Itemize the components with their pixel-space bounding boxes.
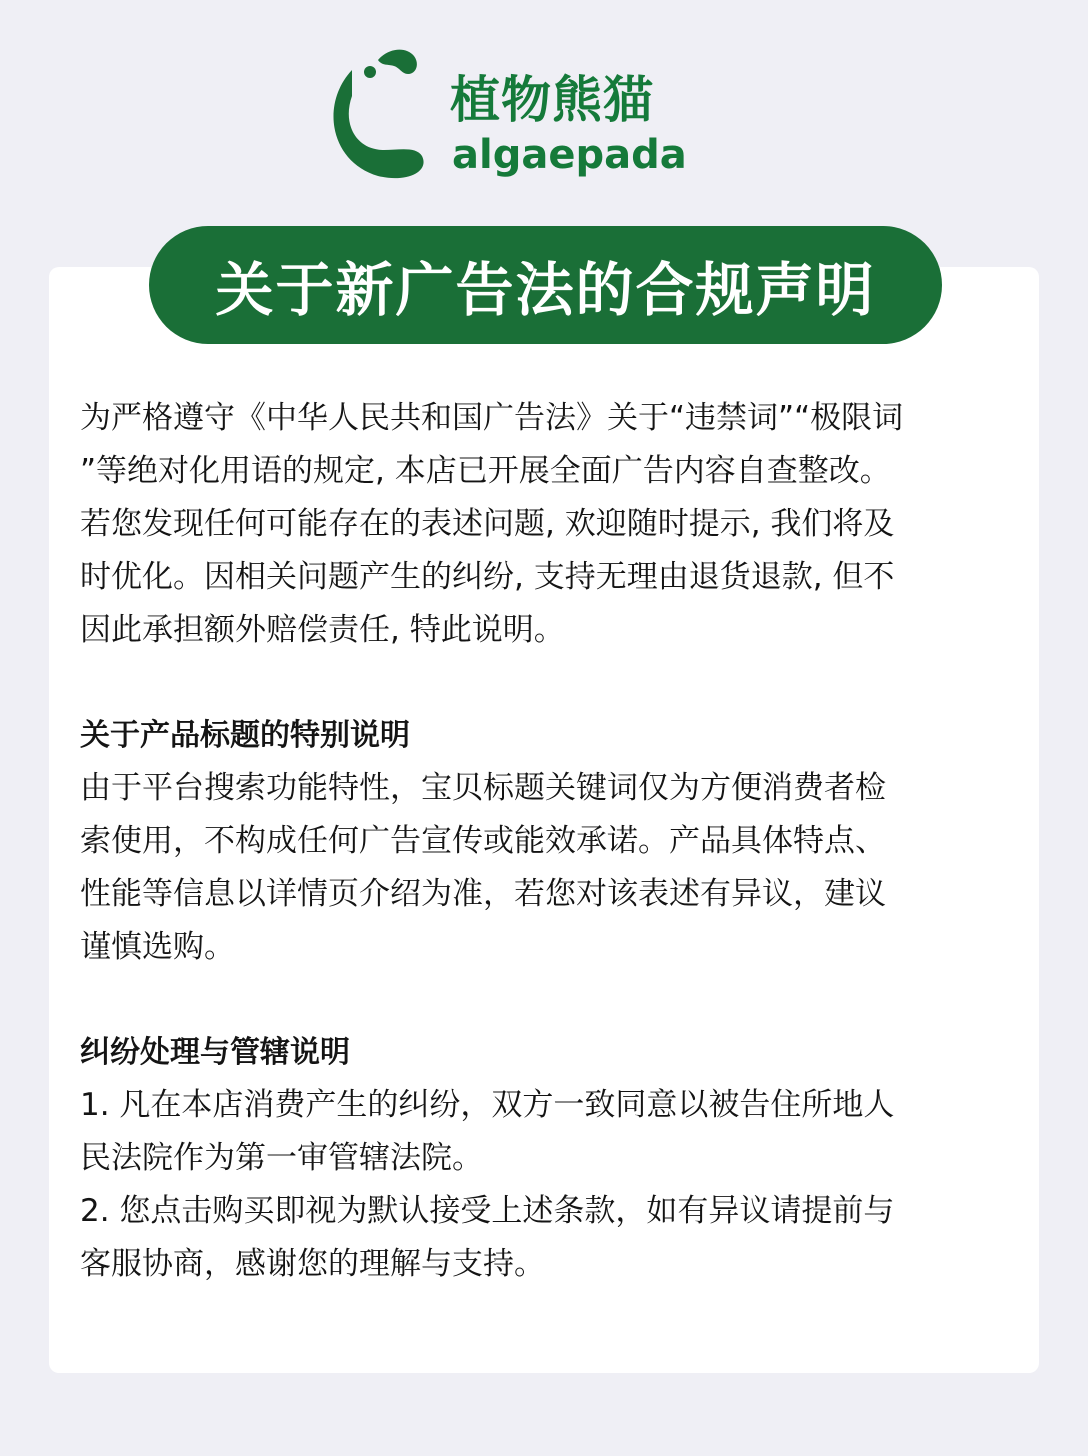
title-banner (149, 226, 942, 344)
intro-line: 为严格遵守《中华人民共和国广告法》关于“违禁词”“极限词 (80, 400, 904, 436)
section1-heading: 关于产品标题的特别说明 (80, 718, 410, 753)
statement-content (80, 392, 1010, 1291)
section1-line: 谨慎选购。 (80, 929, 235, 965)
brand-logo (326, 46, 766, 182)
intro-line: 若您发现任何可能存在的表述问题, 欢迎随时提示, 我们将及 (80, 506, 895, 542)
intro-line: ”等绝对化用语的规定, 本店已开展全面广告内容自查整改。 (80, 453, 891, 489)
intro-line: 时优化。因相关问题产生的纠纷, 支持无理由退货退款, 但不 (80, 559, 895, 595)
section-spacer (80, 657, 1010, 709)
brand-name-en: algaepada (452, 132, 687, 178)
brand-name-cn: 植物熊猫 (450, 71, 654, 129)
intro-line: 因此承担额外赔偿责任, 特此说明。 (80, 612, 565, 648)
section-spacer (80, 974, 1010, 1026)
section1-line: 由于平台搜索功能特性，宝贝标题关键词仅为方便消费者检 (80, 770, 886, 806)
section1-line: 索使用，不构成任何广告宣传或能效承诺。产品具体特点、 (80, 823, 886, 859)
section2-line: 客服协商，感谢您的理解与支持。 (80, 1246, 545, 1282)
section1-paragraph (80, 762, 1010, 974)
section1-line: 性能等信息以详情页介绍为准，若您对该表述有异议，建议 (80, 876, 886, 912)
section2-heading: 纠纷处理与管辖说明 (80, 1035, 350, 1070)
section2-line: 民法院作为第一审管辖法院。 (80, 1140, 483, 1176)
page-title: 关于新广告法的合规声明 (215, 256, 876, 324)
section2-paragraph (80, 1079, 1010, 1291)
intro-paragraph (80, 392, 1010, 657)
section2-line: 2. 您点击购买即视为默认接受上述条款，如有异议请提前与 (80, 1193, 895, 1229)
section2-line: 1. 凡在本店消费产生的纠纷，双方一致同意以被告住所地人 (80, 1087, 895, 1123)
panda-logo-icon (326, 46, 446, 182)
